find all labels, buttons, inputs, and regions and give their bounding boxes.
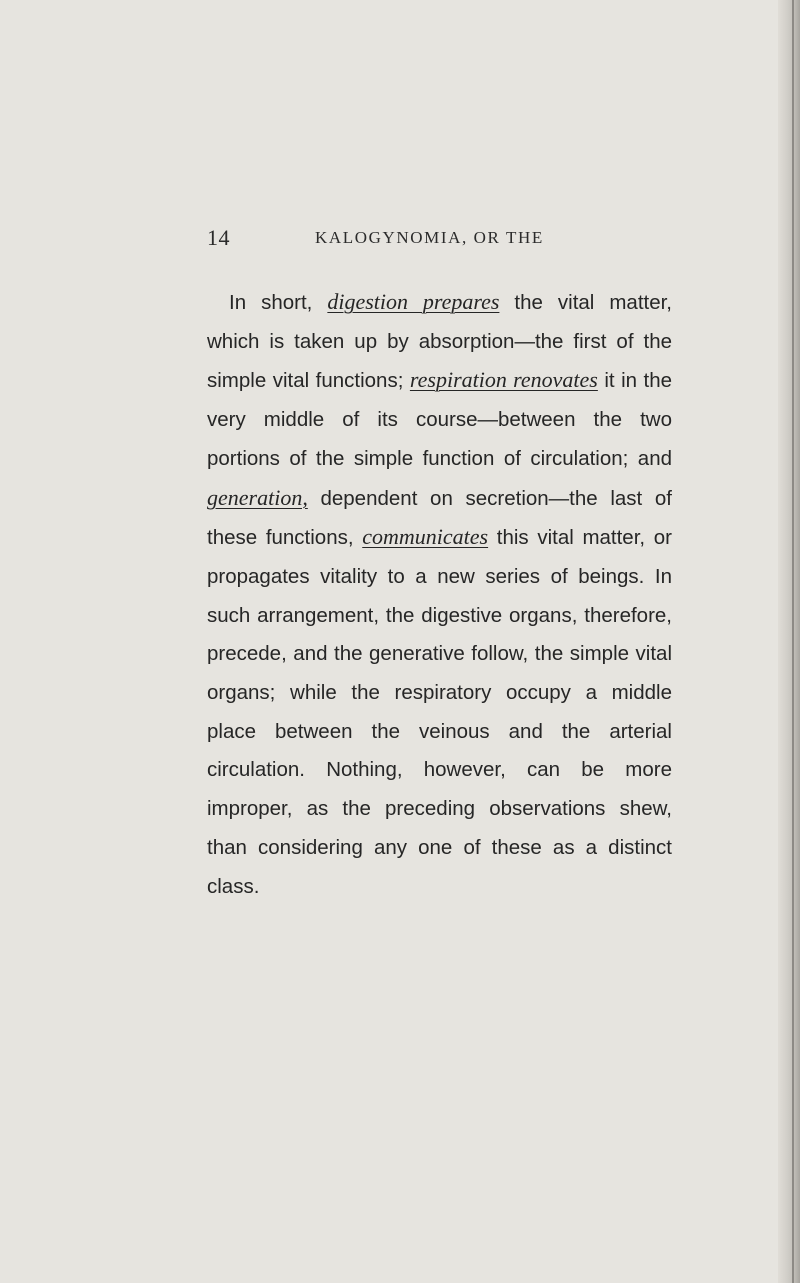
text-segment: this vital matter, or propagates vitality to a new series of beings. In such arrangement, the digestive organs, therefore, precede, and the generative follow, the simple vital organs; while the respiratory occupy a middle place between the veinous and the arterial circulation. Nothing, however, can be more improper, as the preceding observations shew, than considering any one of these as a distinct class. — [207, 526, 672, 898]
body-paragraph — [207, 283, 672, 906]
page-edge-line — [792, 0, 794, 1283]
text-segment: In short, — [229, 291, 328, 314]
emphasis-digestion-prepares: digestion prepares — [327, 289, 500, 314]
emphasis-generation: generation, — [207, 484, 308, 510]
running-title: KALOGYNOMIA, OR THE — [315, 228, 544, 247]
text-segment: it in the very middle of its course—between the two portions of the simple function of circulation; and — [207, 369, 672, 470]
emphasis-respiration-renovates: respiration renovates — [409, 367, 598, 393]
page-number: 14 — [207, 225, 230, 250]
page-edge-shadow — [778, 0, 800, 1283]
emphasis-communicates: communicates — [362, 524, 489, 550]
running-head — [207, 225, 677, 255]
text-segment: dependent on secretion—the last of these functions, — [207, 486, 672, 550]
text-segment: the vital matter, which is taken up by absorption—the first of the simple vital functions; — [207, 291, 672, 393]
